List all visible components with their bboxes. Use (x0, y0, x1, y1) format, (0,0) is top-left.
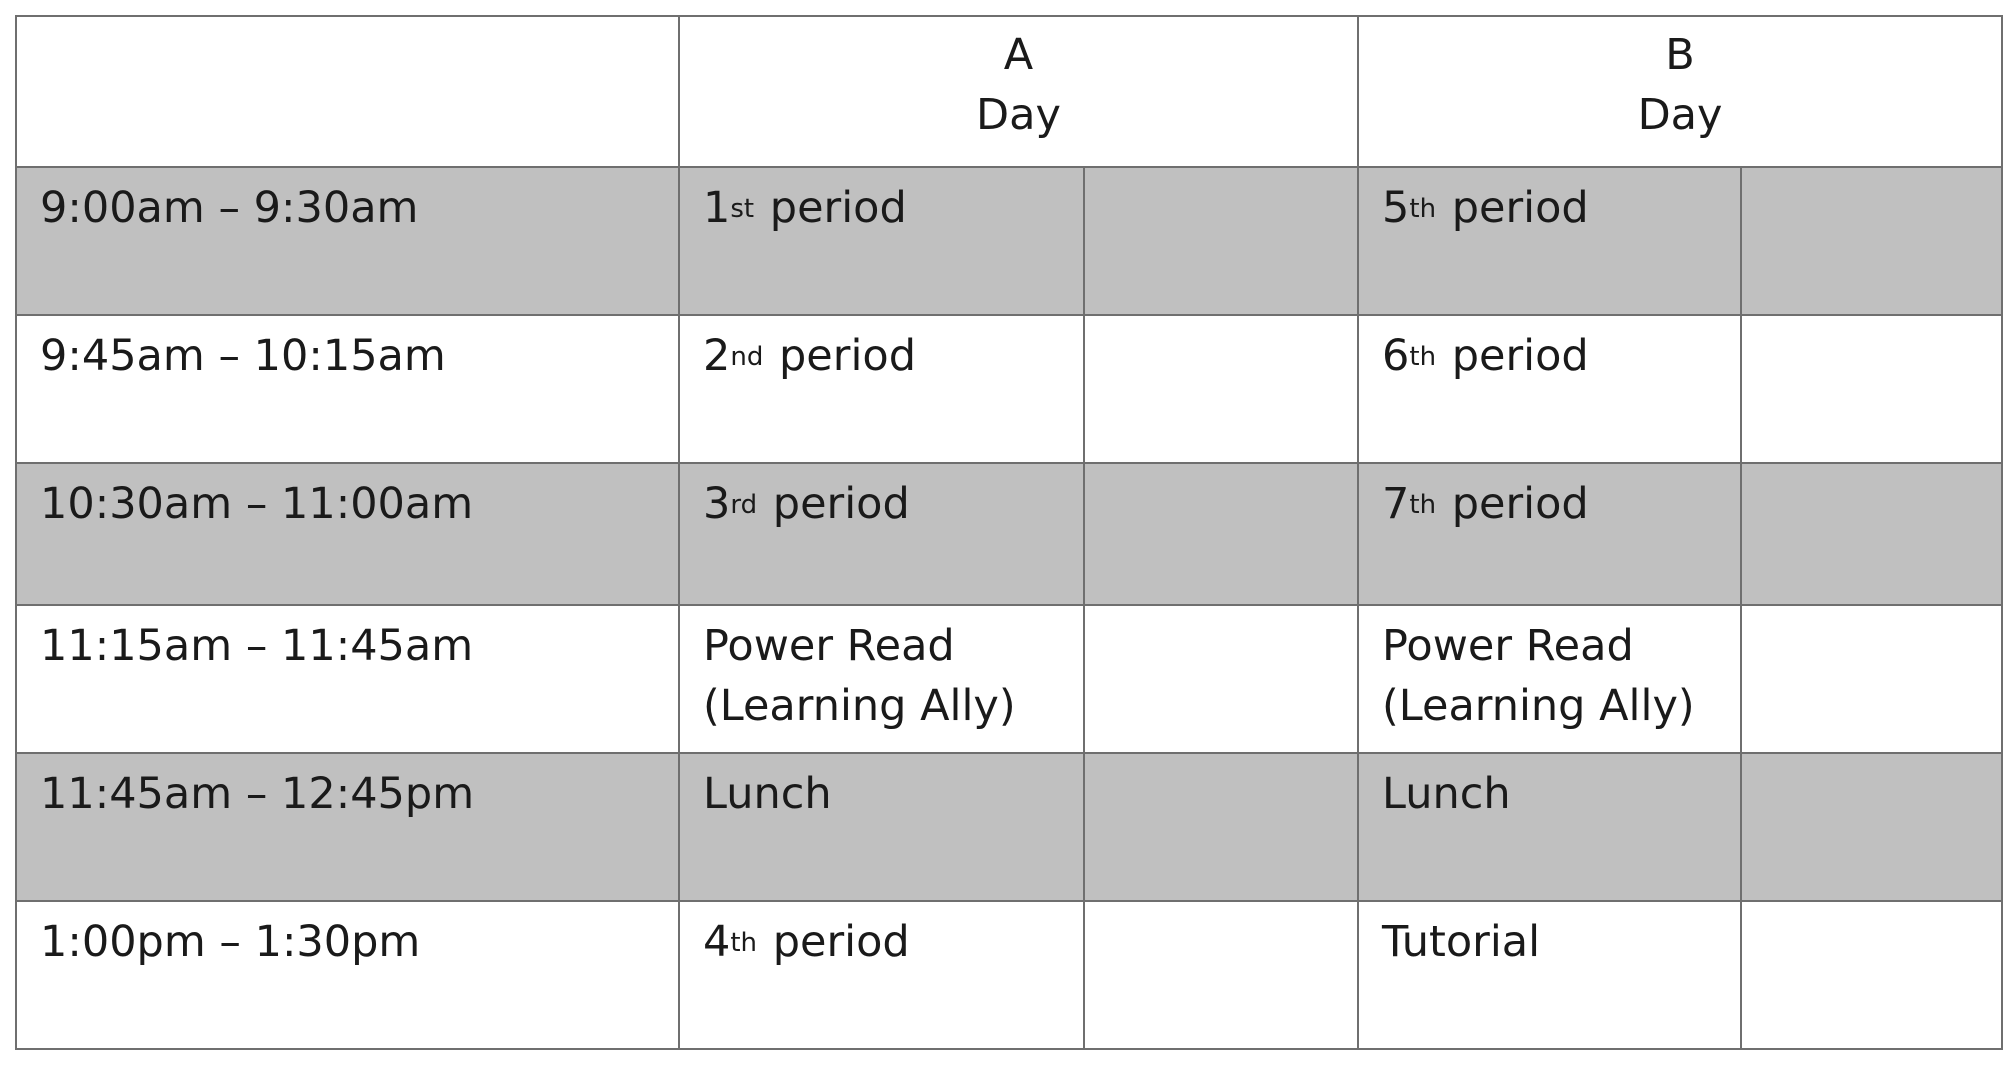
activity-rest: period (765, 331, 916, 381)
time-label: 11:15am – 11:45am (40, 621, 474, 671)
b-day-activity-cell (1358, 463, 1741, 605)
table-row (16, 605, 2002, 753)
a-day-activity-cell (679, 753, 1084, 901)
ordinal-number: 1 (703, 183, 731, 233)
ordinal-suffix: th (730, 928, 758, 958)
a-day-word: Day (976, 90, 1061, 140)
ordinal-number: 3 (703, 479, 731, 529)
a-day-notes-cell (1084, 167, 1358, 315)
b-day-activity-cell (1358, 753, 1741, 901)
b-day-word: Day (1637, 90, 1723, 140)
a-day-activity-cell (679, 605, 1084, 753)
a-day-activity (680, 316, 1083, 386)
time-cell (16, 315, 679, 463)
activity-line-2: (Learning Ally) (703, 681, 1016, 731)
a-day-notes-cell (1084, 463, 1358, 605)
ordinal-suffix: nd (730, 342, 764, 372)
activity-rest: period (1438, 331, 1589, 381)
ordinal-suffix: th (1409, 490, 1437, 520)
header-row (16, 16, 2002, 167)
a-day-activity (680, 606, 1083, 736)
b-day-activity (1359, 316, 1740, 386)
b-day-notes-cell (1741, 901, 2002, 1049)
b-day-activity (1359, 168, 1740, 238)
table-row (16, 315, 2002, 463)
activity-rest: period (759, 479, 910, 529)
a-day-letter: A (1003, 30, 1034, 80)
time-label: 10:30am – 11:00am (40, 479, 474, 529)
ordinal-number: 2 (703, 331, 731, 381)
activity-rest: period (756, 183, 907, 233)
b-day-activity: Tutorial (1382, 917, 1541, 967)
activity-line-2: (Learning Ally) (1382, 681, 1695, 731)
a-day-activity (680, 464, 1083, 534)
activity-line-1: Power Read (703, 621, 955, 671)
ordinal-suffix: th (1409, 194, 1437, 224)
activity-rest: period (1438, 183, 1589, 233)
ordinal-suffix: st (730, 194, 755, 224)
table-row (16, 167, 2002, 315)
a-day-activity-cell (679, 463, 1084, 605)
time-cell (16, 463, 679, 605)
ordinal-number: 4 (703, 917, 731, 967)
b-day-activity: Lunch (1382, 769, 1511, 819)
b-day-activity (1359, 606, 1740, 736)
a-day-activity-cell (679, 315, 1084, 463)
ordinal-number: 5 (1382, 183, 1410, 233)
b-day-activity-cell (1358, 315, 1741, 463)
time-label: 9:00am – 9:30am (40, 183, 419, 233)
time-label: 11:45am – 12:45pm (40, 769, 475, 819)
activity-rest: period (1438, 479, 1589, 529)
ordinal-number: 6 (1382, 331, 1410, 381)
b-day-notes-cell (1741, 605, 2002, 753)
a-day-notes-cell (1084, 901, 1358, 1049)
time-cell (16, 605, 679, 753)
time-cell (16, 753, 679, 901)
table-row (16, 901, 2002, 1049)
a-day-notes-cell (1084, 315, 1358, 463)
b-day-notes-cell (1741, 167, 2002, 315)
a-day-activity (680, 902, 1083, 972)
time-label: 9:45am – 10:15am (40, 331, 446, 381)
a-day-header (679, 16, 1358, 167)
table-row (16, 753, 2002, 901)
ordinal-suffix: th (1409, 342, 1437, 372)
b-day-header (1358, 16, 2002, 167)
activity-line-1: Power Read (1382, 621, 1634, 671)
b-day-activity-cell (1358, 901, 1741, 1049)
a-day-activity (680, 168, 1083, 238)
b-day-notes-cell (1741, 315, 2002, 463)
activity-rest: period (759, 917, 910, 967)
ordinal-number: 7 (1382, 479, 1410, 529)
a-day-activity-cell (679, 167, 1084, 315)
a-day-activity: Lunch (703, 769, 832, 819)
time-label: 1:00pm – 1:30pm (40, 917, 421, 967)
a-day-activity-cell (679, 901, 1084, 1049)
b-day-activity (1359, 464, 1740, 534)
time-cell (16, 901, 679, 1049)
schedule-table (15, 15, 2003, 1050)
time-header-cell (16, 16, 679, 167)
b-day-notes-cell (1741, 463, 2002, 605)
b-day-activity-cell (1358, 605, 1741, 753)
table-row (16, 463, 2002, 605)
ordinal-suffix: rd (730, 490, 758, 520)
b-day-letter: B (1665, 30, 1695, 80)
a-day-notes-cell (1084, 605, 1358, 753)
b-day-notes-cell (1741, 753, 2002, 901)
a-day-notes-cell (1084, 753, 1358, 901)
time-cell (16, 167, 679, 315)
b-day-activity-cell (1358, 167, 1741, 315)
